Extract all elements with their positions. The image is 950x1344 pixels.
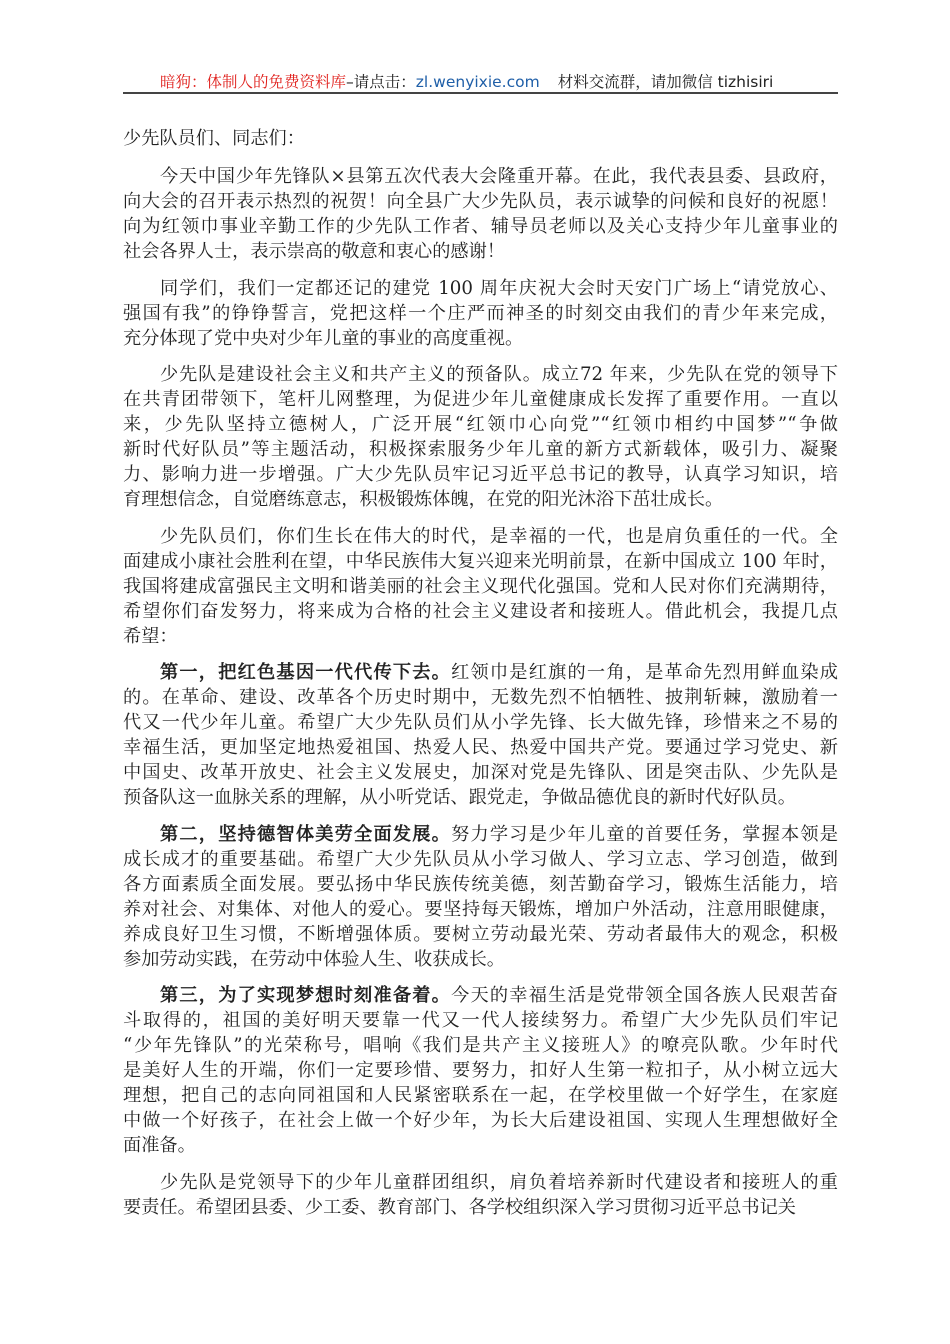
paragraph-line: 代又一代少年儿童。希望广大少先队员们从小学先锋、长大做先锋，珍惜来之不易的 (123, 712, 838, 733)
paragraph-line: 的。在革命、建设、改革各个历史时期中，无数先烈不怕牺牲、披荆斩棘，激励着一 (123, 687, 838, 708)
paragraph-line (123, 983, 838, 1008)
paragraph (123, 822, 838, 972)
paragraph-line: 同学们，我们一定都还记的建党 100 周年庆祝大会时天安门广场上“请党放心、 (160, 277, 838, 299)
paragraph-line: 社会各界人士，表示崇高的敬意和衷心的感谢！ (123, 241, 505, 262)
paragraph-line: 强国有我”的铮铮誓言，党把这样一个庄严而神圣的时刻交由我们的青少年来完成， (123, 302, 838, 324)
paragraph-line: 中做一个好孩子，在社会上做一个好少年，为长大后建设祖国、实现人生理想做好全 (123, 1110, 838, 1131)
header-click-prompt: –请点击： (346, 73, 416, 91)
paragraph (123, 524, 838, 649)
paragraph-text: 今天的幸福生活是党带领全国各族人民艰苦奋 (451, 985, 838, 1006)
paragraph (123, 660, 838, 810)
paragraph-line: 少先队是党领导下的少年儿童群团组织，肩负着培养新时代建设者和接班人的重 (160, 1171, 838, 1193)
document-body (123, 126, 838, 1231)
paragraph-line: 预备队这一血脉关系的理解，从小听党话、跟党走，争做品德优良的新时代好队员。 (123, 787, 796, 808)
paragraph-line: 育理想信念，自觉磨练意志，积极锻炼体魄，在党的阳光沐浴下茁壮成长。 (123, 489, 724, 510)
paragraph-heading: 第一，把红色基因一代代传下去。 (160, 662, 452, 683)
paragraph-line: 向为红领巾事业辛勤工作的少先队工作者、辅导员老师以及关心支持少年儿童事业的 (123, 216, 838, 237)
paragraph-line: 幸福生活，更加坚定地热爱祖国、热爱人民、热爱中国共产党。要通过学习党史、新 (123, 737, 838, 758)
page-header (123, 68, 838, 92)
paragraph-heading: 第二，坚持德智体美劳全面发展。 (160, 823, 452, 845)
paragraph-text: 红领巾是红旗的一角，是革命先烈用鲜血染成 (451, 662, 838, 683)
paragraph-line: 在共青团带领下，笔杆儿网整理，为促进少年儿童健康成长发挥了重要作用。一直以 (123, 389, 838, 410)
paragraph-line: 充分体现了党中央对少年儿童的事业的高度重视。 (123, 327, 524, 349)
header-site-name: 暗狗：体制人的免费资料库 (160, 73, 347, 91)
paragraph-line: 养成良好卫生习惯，不断增强体质。要树立劳动最光荣、劳动者最伟大的观念，积极 (123, 923, 838, 945)
header-contact: 材料交流群，请加微信 tizhisiri (557, 73, 774, 91)
header-divider (123, 92, 838, 94)
paragraph-line: 面建成小康社会胜利在望，中华民族伟大复兴迎来光明前景，在新中国成立 100 年时， (123, 550, 838, 572)
paragraph-line: 希望： (123, 625, 178, 647)
paragraph (123, 1170, 838, 1220)
header-link[interactable]: zl.wenyixie.com (415, 73, 540, 91)
paragraph (123, 362, 838, 512)
paragraph-line: 力、影响力进一步增强。广大少先队员牢记习近平总书记的教导，认真学习知识，培 (123, 464, 838, 485)
paragraph-line: 面准备。 (123, 1135, 196, 1156)
paragraph-heading: 第三，为了实现梦想时刻准备着。 (160, 985, 452, 1006)
paragraph-line: 养对社会、对集体、对他人的爱心。要坚持每天锻炼，增加户外活动，注意用眼健康， (123, 898, 838, 920)
paragraph-line: 来，少先队坚持立德树人，广泛开展“红领巾心向党”“红领巾相约中国梦”“争做 (123, 414, 838, 435)
paragraph (123, 164, 838, 264)
greeting: 少先队员们、同志们： (123, 128, 305, 149)
paragraph-line: 成长成才的重要基础。希望广大少先队员从小学习做人、学习立志、学习创造，做到 (123, 848, 838, 870)
paragraph-line: 向大会的召开表示热烈的祝贺！向全县广大少先队员，表示诚挚的问候和良好的祝愿！ (123, 191, 838, 212)
paragraph-text: 努力学习是少年儿童的首要任务，掌握本领是 (451, 823, 838, 845)
paragraph-line: 斗取得的，祖国的美好明天要靠一代又一代人接续努力。希望广大少先队员们牢记 (123, 1010, 838, 1031)
paragraph (123, 276, 838, 351)
paragraph-line: 中国史、改革开放史、社会主义发展史，加深对党是先锋队、团是突击队、少先队是 (123, 762, 838, 783)
paragraph-line: 参加劳动实践，在劳动中体验人生、收获成长。 (123, 948, 505, 970)
paragraph-line: 少先队员们，你们生长在伟大的时代，是幸福的一代，也是肩负重任的一代。全 (160, 525, 838, 547)
paragraph-line: 是美好人生的开端，你们一定要珍惜、要努力，扣好人生第一粒扣子，从小树立远大 (123, 1060, 838, 1081)
paragraph-line: 新时代好队员”等主题活动，积极探索服务少年儿童的新方式新载体，吸引力、凝聚 (123, 439, 838, 460)
paragraph-line: “少年先锋队”的光荣称号，唱响《我们是共产主义接班人》的嘹亮队歌。少年时代 (123, 1035, 838, 1056)
paragraph-line: 今天中国少年先锋队×县第五次代表大会隆重开幕。在此，我代表县委、县政府， (160, 166, 838, 187)
paragraph (123, 983, 838, 1158)
paragraph-line: 要责任。希望团县委、少工委、教育部门、各学校组织深入学习贯彻习近平总书记关 (123, 1196, 796, 1218)
paragraph-line: 希望你们奋发努力，将来成为合格的社会主义建设者和接班人。借此机会，我提几点 (123, 600, 838, 622)
paragraph-line: 我国将建成富强民主文明和谐美丽的社会主义现代化强国。党和人民对你们充满期待， (123, 575, 838, 597)
paragraph-line: 理想，把自己的志向同祖国和人民紧密联系在一起，在学校里做一个好学生，在家庭 (123, 1085, 838, 1106)
paragraph-line (123, 822, 838, 847)
paragraph-line: 各方面素质全面发展。要弘扬中华民族传统美德，刻苦勤奋学习，锻炼生活能力，培 (123, 873, 838, 895)
paragraph-line (123, 660, 838, 685)
paragraph-line: 少先队是建设社会主义和共产主义的预备队。成立72 年来，少先队在党的领导下 (160, 364, 838, 385)
